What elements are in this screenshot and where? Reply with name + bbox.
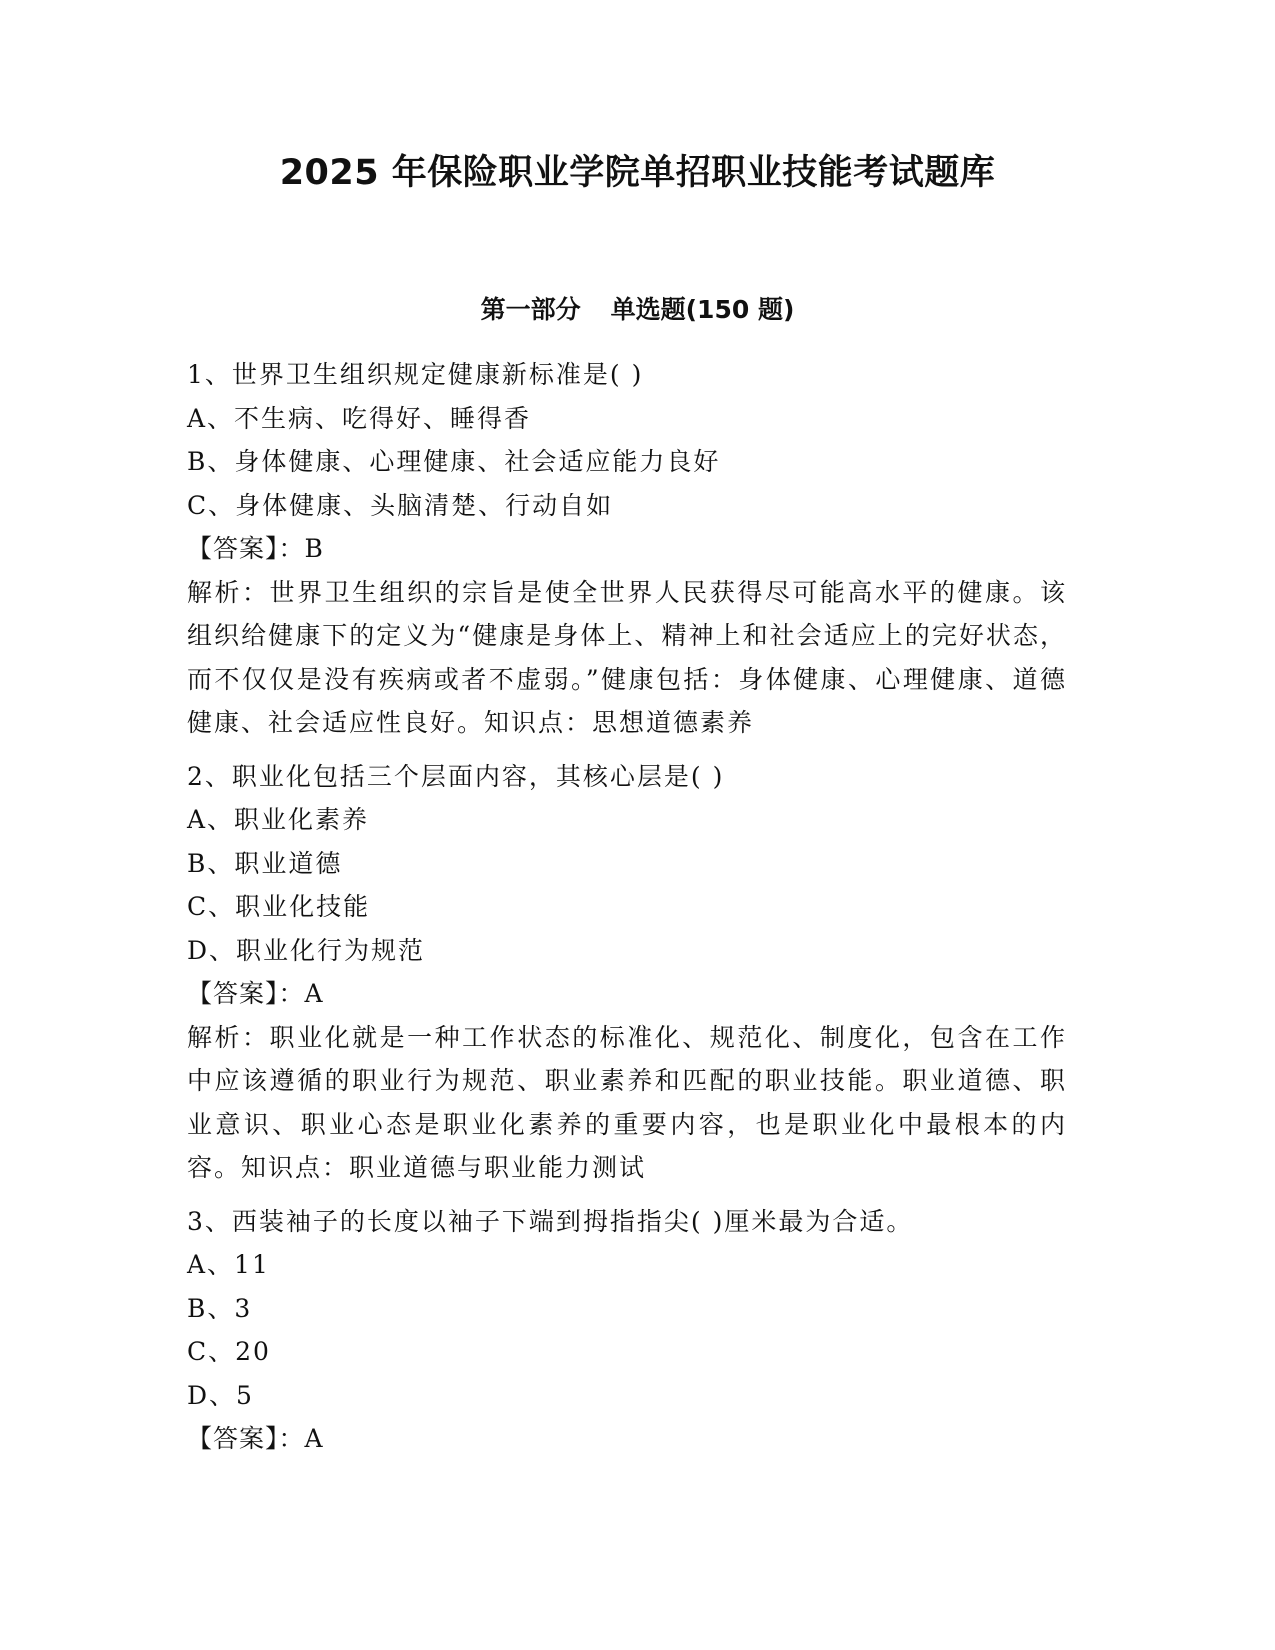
option-b: B、3: [187, 1293, 253, 1323]
option-a: A、11: [187, 1250, 270, 1279]
question-1: [187, 353, 1067, 745]
section-name: 单选题(150 题): [610, 295, 795, 324]
answer-line: 【答案】：B: [187, 534, 324, 563]
option-a: A、职业化素养: [187, 805, 370, 834]
question-stem: 3、西装袖子的长度以袖子下端到拇指指尖( )厘米最为合适。: [187, 1206, 914, 1236]
document-title: 2025 年保险职业学院单招职业技能考试题库: [279, 153, 996, 193]
question-list: [187, 353, 1067, 1461]
option-b: B、身体健康、心理健康、社会适应能力良好: [187, 447, 721, 476]
section-heading: [0, 290, 1275, 330]
question-stem: 1、世界卫生组织规定健康新标准是( ): [187, 360, 644, 389]
option-c: C、20: [187, 1337, 271, 1366]
option-b: B、职业道德: [187, 848, 343, 878]
question-stem: 2、职业化包括三个层面内容，其核心层是( ): [187, 761, 725, 791]
option-c: C、职业化技能: [187, 892, 371, 921]
analysis-text: 解析：职业化就是一种工作状态的标准化、规范化、制度化，包含在工作中应该遵循的职业行为规范、职业素养和匹配的职业技能。职业道德、职业意识、职业心态是职业化素养的重要内容，也是职业化中最根本的内容。知识点：职业道德与职业能力测试: [187, 1022, 1067, 1182]
question-2: [187, 755, 1067, 1190]
option-d: D、职业化行为规范: [187, 935, 426, 965]
analysis-text: 解析：世界卫生组织的宗旨是使全世界人民获得尽可能高水平的健康。该组织给健康下的定义为“健康是身体上、精神上和社会适应上的完好状态，而不仅仅是没有疾病或者不虚弱。”健康包括：身体健康、心理健康、道德健康、社会适应性良好。知识点：思想道德素养: [187, 577, 1067, 737]
section-part: 第一部分: [480, 295, 581, 324]
option-d: D、5: [187, 1380, 254, 1410]
option-a: A、不生病、吃得好、睡得香: [187, 403, 532, 433]
answer-line: 【答案】：A: [187, 979, 324, 1008]
option-c: C、身体健康、头脑清楚、行动自如: [187, 490, 614, 520]
question-3: [187, 1200, 1067, 1461]
answer-line: 【答案】：A: [187, 1424, 324, 1453]
